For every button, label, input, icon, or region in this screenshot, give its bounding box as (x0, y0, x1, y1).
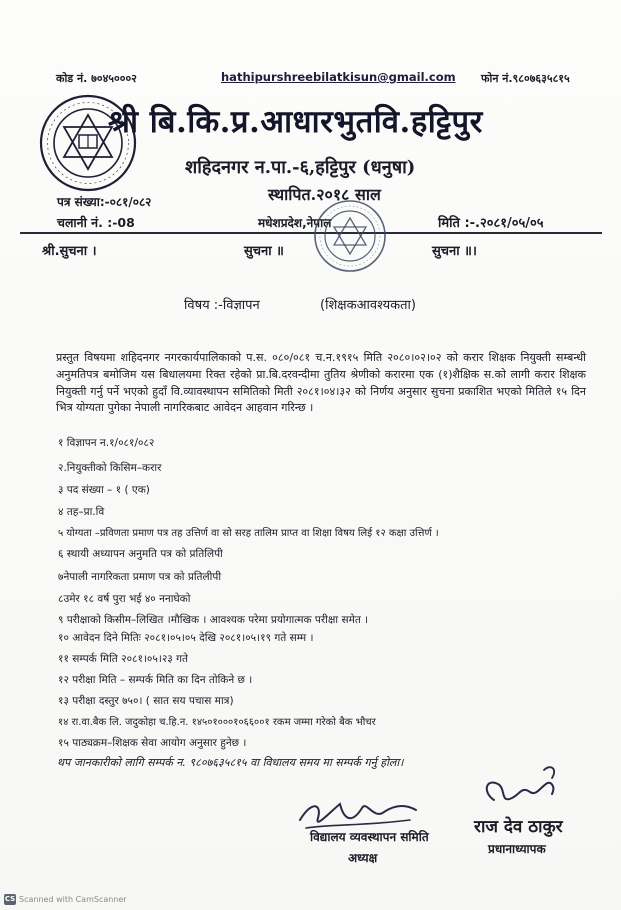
headteacher-signature (472, 762, 582, 822)
office-stamp (313, 198, 387, 276)
letter-number: पत्र संख्या:-०८१/०८२ (57, 195, 152, 209)
closing-note: थप जानकारीको लागि सम्पर्क न. ९८०७६३५८१५ वा विधालय समय मा सम्पर्क गर्नु होला। (57, 756, 404, 769)
headteacher-role: प्रधानाध्यापक (488, 842, 546, 856)
header-divider (20, 232, 602, 234)
item-7: ७नेपाली नागरिकता प्रमाण पत्र को प्रतिलीपी (58, 571, 222, 583)
headteacher-name: राज देव ठाकुर (474, 817, 563, 837)
notice-second: सुचना ॥ (244, 244, 284, 259)
chairperson-role: अध्यक्ष (348, 851, 378, 865)
subject-detail: (शिक्षकआवश्यकता) (320, 298, 416, 313)
province-label: मधेशप्रदेश,नेपाल (258, 216, 332, 230)
dispatch-number: चलानी नं. :-08 (57, 215, 135, 230)
notice-third: सुचना ॥। (432, 244, 477, 259)
item-13: १३ परीक्षा दस्तुर ७५०। ( सात सय पचास मात्र) (58, 695, 234, 707)
camscanner-text: Scanned with CamScanner (19, 895, 127, 904)
item-2: २.नियुक्तीको किसिम–करार (58, 462, 162, 474)
code-number: कोड नं. ७०४५०००२ (56, 72, 137, 85)
letter-date: मिति :-.२०८१/०५/०५ (438, 216, 544, 231)
item-15: १५ पाठ्यक्रम–शिक्षक सेवा आयोग अनुसार हुनेछ । (58, 737, 247, 749)
item-8: ८उमेर १८ वर्ष पुरा भई ४० ननाघेको (58, 593, 191, 605)
school-email: hathipurshreebilatkisun@gmail.com (221, 70, 456, 84)
item-4: ४ तह–प्रा.वि (58, 506, 105, 518)
school-name-title: श्री बि.कि.प्र.आधारभुतवि.हट्टिपुर (108, 104, 483, 140)
established-year: स्थापित.२०१८ साल (268, 185, 381, 204)
item-14: १४ रा.वा.बैक लि. जदुकोहा च.हि.न. १४५०१०००१०६६००१ रकम जम्मा गरेको बैक भौचर (58, 717, 376, 728)
camscanner-watermark (4, 894, 127, 905)
item-6: ६ स्थायी अध्यापन अनुमति पत्र को प्रतिलिपी (58, 548, 223, 560)
item-5: ५ योग्यता –प्रविणता प्रमाण पत्र तह उत्तिर्ण वा सो सरह तालिम प्राप्त वा शिक्षा विषय लिई १२ कक्षा उत्तिर्ण । (58, 528, 439, 539)
body-paragraph: प्रस्तुत विषयमा शहिदनगर नगरकार्यपालिकाको प.स. ०८०/०८१ च.न.१९१५ मिति २०८०।०२।०२ को करार शिक्षक नियुक्ती सम्बन्धी अनुमतिपत्र बमोजिम यस बिधालयमा रिक्त रहेको प्रा.बि.दरवन्दीमा तुतिय श्रेणीको करारमा एक (१)शैक्षिक स.को लागी करार शिक्षक नियुक्ती गर्नु पर्ने भएको हुदाँ वि.व्यावस्थापन समितिको मिती २०८१।०४।३२ को निर्णय अनुसार सुचना प्रकाशित भएको मितिले १५ दिन भित्र योग्यता पुगेका नेपाली नागरिकबाट आवेदन आहवान गरिन्छ । (56, 351, 586, 415)
committee-title: विद्यालय व्यवस्थापन समिति (310, 830, 429, 844)
phone-number: फोन नं.९८०७६३५८१५ (481, 72, 570, 85)
school-address: शहिदनगर न.पा.-६,हट्टिपुर (धनुषा) (185, 157, 416, 178)
item-11: ११ सम्पर्क मिति २०८१।०५।२३ गते (58, 653, 188, 665)
subject-label: विषय :-विज्ञापन (184, 298, 260, 313)
item-1: १ विज्ञापन न.१/०८१/०८२ (58, 437, 155, 449)
camscanner-logo-icon: CS (4, 895, 16, 903)
item-9: ९ परीक्षाको किसीम–लिखित ।मौखिक । आवश्यक परेमा प्रयोगात्मक परीक्षा समेत । (58, 614, 369, 626)
item-3: ३ पद संख्या – १ ( एक) (58, 484, 150, 496)
notice-first: श्री.सुचना । (42, 244, 97, 259)
item-12: १२ परीक्षा मिति – सम्पर्क मिति का दिन तोकिने छ । (58, 674, 253, 686)
item-10: १० आवेदन दिने मितिः २०८१।०५।०५ देखि २०८१।०५।१९ गते सम्म । (58, 632, 314, 644)
